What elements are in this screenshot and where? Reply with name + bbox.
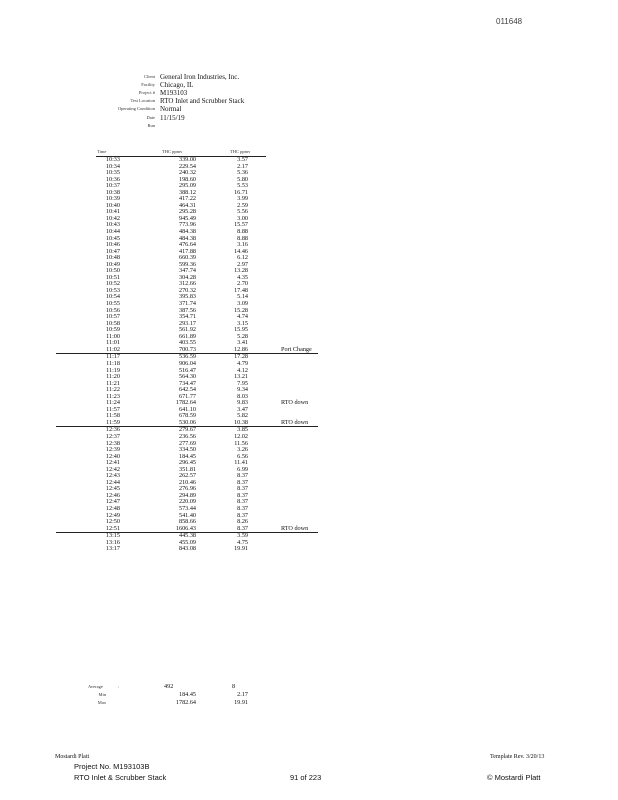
time-cell: 10:38	[105, 188, 120, 196]
time-cell: 11:18	[106, 359, 120, 367]
inlet-cell: 536.59	[178, 353, 196, 361]
outlet-cell: 9.34	[237, 386, 248, 394]
time-cell: 12:51	[105, 524, 120, 532]
time-cell: 10:58	[105, 319, 120, 327]
outlet-cell: 3.99	[237, 195, 248, 203]
inlet-cell: 294.89	[178, 491, 196, 499]
time-cell: 10:57	[105, 313, 120, 321]
time-cell: 11:19	[106, 366, 120, 374]
outlet-cell: 8.37	[237, 511, 248, 519]
time-cell: 10:53	[105, 286, 120, 294]
outlet-cell: 5.28	[237, 332, 248, 340]
time-cell: 10:46	[105, 241, 120, 249]
inlet-cell: 573.44	[178, 504, 196, 512]
time-cell: 12:41	[105, 459, 120, 467]
outlet-cell: 2.97	[237, 260, 248, 268]
inlet-cell: 395.83	[178, 293, 196, 301]
inlet-cell: 388.12	[178, 188, 196, 196]
outlet-cell: 6.56	[237, 452, 248, 460]
time-cell: 12:43	[105, 472, 120, 480]
time-cell: 11:20	[106, 373, 120, 381]
inlet-cell: 198.60	[178, 175, 196, 183]
inlet-cell: 229.54	[178, 162, 196, 170]
time-cell: 12:36	[105, 426, 120, 434]
summary-stats	[0, 683, 618, 707]
stats-inlet-value: 1782.64	[175, 699, 196, 706]
outlet-cell: 4.12	[237, 366, 248, 374]
meta-value: 11/15/19	[160, 113, 185, 122]
outlet-cell: 2.17	[237, 162, 248, 170]
time-cell: 12:40	[105, 452, 120, 460]
time-cell: 10:42	[105, 214, 120, 222]
inlet-cell: 678.59	[178, 412, 196, 420]
meta-label: Facility	[141, 82, 155, 88]
inlet-cell: 1782.64	[175, 399, 196, 407]
time-cell: 10:37	[105, 182, 120, 190]
inlet-cell: 262.57	[178, 472, 196, 480]
inlet-cell: 464.31	[178, 201, 196, 209]
stats-row	[0, 699, 618, 707]
time-cell: 10:33	[105, 156, 120, 163]
inlet-cell: 660.39	[178, 254, 196, 262]
stats-label: Max	[97, 700, 106, 705]
outlet-cell: 4.79	[237, 359, 248, 367]
inlet-cell: 371.74	[178, 300, 196, 308]
inlet-cell: 476.64	[178, 241, 196, 249]
time-cell: 11:00	[106, 332, 120, 340]
outlet-cell: 6.12	[237, 254, 248, 262]
outlet-cell: 12.86	[234, 345, 248, 353]
outlet-cell: 3.57	[237, 156, 248, 163]
inlet-cell: 1606.43	[175, 524, 196, 532]
time-cell: 10:39	[105, 195, 120, 203]
stats-row	[0, 691, 618, 699]
outlet-cell: 11.56	[234, 439, 248, 447]
inlet-cell: 484.38	[178, 234, 196, 242]
inlet-cell: 184.45	[178, 452, 196, 460]
meta-value: Normal	[160, 105, 182, 114]
outlet-cell: 11.41	[234, 459, 248, 467]
time-cell: 10:50	[105, 267, 120, 275]
time-cell: 10:56	[105, 306, 120, 314]
inlet-cell: 417.88	[178, 247, 196, 255]
footer-company-small: Mostardi Platt	[55, 754, 90, 760]
inlet-cell: 661.89	[178, 332, 196, 340]
meta-label: Date	[146, 114, 155, 120]
outlet-cell: 5.36	[237, 169, 248, 177]
time-cell: 12:42	[105, 465, 120, 473]
time-cell: 12:44	[105, 478, 120, 486]
stats-outlet-value: 8	[232, 683, 236, 690]
stats-outlet-value: 19.91	[234, 699, 248, 706]
inlet-cell: 561.92	[178, 326, 196, 334]
meta-label: Test Location	[130, 98, 155, 104]
time-cell: 11:01	[106, 339, 120, 347]
outlet-cell: 13.28	[234, 267, 248, 275]
outlet-cell: 3.41	[237, 339, 248, 347]
time-cell: 11:59	[106, 418, 120, 426]
outlet-cell: 19.91	[234, 545, 248, 553]
meta-label: Client	[144, 74, 155, 79]
outlet-cell: 4.75	[237, 538, 248, 546]
time-cell: 10:55	[105, 300, 120, 308]
inlet-cell: 276.96	[178, 485, 196, 493]
outlet-cell: 16.71	[234, 188, 248, 196]
time-cell: 10:43	[105, 221, 120, 229]
inlet-cell: 339.00	[178, 156, 196, 163]
outlet-cell: 8.03	[237, 392, 248, 400]
time-cell: 10:34	[105, 162, 120, 170]
time-cell: 12:37	[105, 432, 120, 440]
outlet-cell: 15.57	[234, 221, 248, 229]
meta-value: M193103	[160, 89, 188, 98]
footer-copyright: © Mostardi Platt	[487, 773, 541, 782]
time-cell: 12:45	[105, 485, 120, 493]
inlet-cell: 295.09	[178, 182, 196, 190]
outlet-cell: 8.37	[237, 524, 248, 532]
outlet-cell: 4.74	[237, 313, 248, 321]
inlet-cell: 240.32	[178, 169, 196, 177]
page-id: 011648	[496, 17, 523, 26]
meta-label: Run	[147, 122, 155, 128]
outlet-cell: 8.37	[237, 485, 248, 493]
time-cell: 12:48	[105, 504, 120, 512]
meta-value: RTO Inlet and Scrubber Stack	[160, 97, 245, 106]
outlet-cell: 3.15	[237, 319, 248, 327]
inlet-cell: 858.66	[178, 518, 196, 526]
outlet-cell: 12.02	[234, 432, 248, 440]
inlet-cell: 541.40	[178, 511, 196, 519]
meta-value: General Iron Industries, Inc.	[160, 73, 240, 81]
time-cell: 10:52	[105, 280, 120, 288]
outlet-cell: 6.99	[237, 465, 248, 473]
inlet-cell: 236.56	[178, 432, 196, 440]
outlet-cell: 8.88	[237, 234, 248, 242]
inlet-cell: 334.50	[178, 446, 196, 454]
time-cell: 11:57	[106, 405, 120, 413]
outlet-cell: 5.14	[237, 293, 248, 301]
outlet-cell: 17.28	[234, 353, 248, 361]
outlet-cell: 5.80	[237, 175, 248, 183]
inlet-cell: 279.67	[178, 426, 196, 434]
meta-label: Operating Condition	[117, 106, 155, 112]
outlet-cell: 4.35	[237, 273, 248, 281]
time-cell: 11:58	[106, 412, 120, 420]
outlet-cell: 2.70	[237, 280, 248, 288]
inlet-cell: 700.73	[178, 345, 196, 353]
note-cell: RTO down	[281, 418, 309, 426]
meta-label: Project #	[138, 90, 155, 96]
inlet-cell: 417.22	[178, 195, 196, 203]
time-cell: 11:22	[106, 386, 120, 394]
outlet-cell: 15.28	[234, 306, 248, 314]
inlet-cell: 296.45	[178, 459, 196, 467]
inlet-cell: 304.28	[178, 273, 196, 281]
outlet-cell: 2.59	[237, 201, 248, 209]
inlet-cell: 295.28	[178, 208, 196, 216]
outlet-cell: 5.82	[237, 412, 248, 420]
col-inlet-header: THC ppmv	[162, 149, 183, 154]
footer-template-rev: Template Rev. 3/20/13	[490, 754, 545, 760]
outlet-cell: 5.56	[237, 208, 248, 216]
outlet-cell: 3.09	[237, 300, 248, 308]
col-time-header: Time	[97, 149, 107, 154]
time-cell: 11:02	[106, 345, 120, 353]
col-outlet-header: THC ppmv	[230, 149, 251, 154]
outlet-cell: 8.37	[237, 498, 248, 506]
time-cell: 10:48	[105, 254, 120, 262]
stats-label: Min	[98, 692, 106, 697]
outlet-cell: 3.26	[237, 446, 248, 454]
inlet-cell: 455.09	[178, 538, 196, 546]
inlet-cell: 843.08	[178, 545, 196, 553]
time-cell: 10:36	[105, 175, 120, 183]
inlet-cell: 445.38	[178, 532, 196, 540]
time-cell: 10:51	[105, 273, 120, 281]
outlet-cell: 3.16	[237, 241, 248, 249]
note-cell: Port Change	[281, 345, 312, 353]
inlet-cell: 351.81	[178, 465, 196, 473]
time-cell: 10:44	[105, 228, 120, 236]
inlet-cell: 347.74	[178, 267, 196, 275]
time-cell: 13:15	[105, 532, 120, 540]
inlet-cell: 210.46	[178, 478, 196, 486]
time-cell: 12:38	[105, 439, 120, 447]
inlet-cell: 516.47	[178, 366, 196, 374]
inlet-cell: 945.49	[178, 214, 196, 222]
outlet-cell: 10.38	[234, 418, 248, 426]
inlet-cell: 387.56	[178, 306, 196, 314]
outlet-cell: 8.37	[237, 504, 248, 512]
inlet-cell: 354.71	[178, 313, 196, 321]
inlet-cell: 270.32	[178, 286, 196, 294]
time-cell: 10:59	[105, 326, 120, 334]
outlet-cell: 3.59	[237, 532, 248, 540]
footer-page-number: 91 of 223	[290, 773, 322, 782]
outlet-cell: 3.85	[237, 426, 248, 434]
time-cell: 11:17	[106, 353, 120, 361]
meta-value: Chicago, IL	[160, 81, 194, 90]
outlet-cell: 8.37	[237, 472, 248, 480]
inlet-cell: 599.36	[178, 260, 196, 268]
footer-location: RTO Inlet & Scrubber Stack	[74, 773, 167, 782]
time-cell: 10:41	[105, 208, 120, 216]
time-cell: 11:24	[106, 399, 120, 407]
time-cell: 10:35	[105, 169, 120, 177]
outlet-cell: 17.48	[234, 286, 248, 294]
data-table	[0, 157, 618, 553]
time-cell: 12:39	[105, 446, 120, 454]
inlet-cell: 564.30	[178, 373, 196, 381]
time-cell: 11:21	[106, 379, 120, 387]
outlet-cell: 14.46	[234, 247, 248, 255]
stats-outlet-value: 2.17	[237, 691, 248, 698]
time-cell: 12:47	[105, 498, 120, 506]
inlet-cell: 906.04	[178, 359, 196, 367]
stats-label: Average	[88, 684, 103, 689]
outlet-cell: 3.00	[237, 214, 248, 222]
stats-colon: :	[118, 684, 120, 689]
note-cell: RTO down	[281, 524, 309, 532]
inlet-cell: 641.10	[178, 405, 196, 413]
time-cell: 11:23	[106, 392, 120, 400]
inlet-cell: 484.38	[178, 228, 196, 236]
inlet-cell: 530.06	[178, 418, 196, 426]
inlet-cell: 773.96	[178, 221, 196, 229]
inlet-cell: 734.47	[178, 379, 196, 387]
inlet-cell: 671.77	[178, 392, 196, 400]
outlet-cell: 8.37	[237, 478, 248, 486]
outlet-cell: 8.88	[237, 228, 248, 236]
outlet-cell: 13.21	[234, 373, 248, 381]
time-cell: 10:47	[105, 247, 120, 255]
inlet-cell: 220.09	[178, 498, 196, 506]
stats-inlet-value: 492	[164, 683, 174, 690]
outlet-cell: 8.37	[237, 491, 248, 499]
outlet-cell: 8.26	[237, 518, 248, 526]
outlet-cell: 5.53	[237, 182, 248, 190]
outlet-cell: 3.47	[237, 405, 248, 413]
time-cell: 10:49	[105, 260, 120, 268]
inlet-cell: 312.66	[178, 280, 196, 288]
time-cell: 10:54	[105, 293, 120, 301]
time-cell: 12:49	[105, 511, 120, 519]
time-cell: 10:45	[105, 234, 120, 242]
table-row	[0, 546, 618, 553]
outlet-cell: 9.83	[237, 399, 248, 407]
time-cell: 12:50	[105, 518, 120, 526]
stats-row	[0, 683, 618, 691]
inlet-cell: 642.54	[178, 386, 196, 394]
inlet-cell: 293.17	[178, 319, 196, 327]
footer-project: Project No. M193103B	[74, 762, 150, 771]
outlet-cell: 15.95	[234, 326, 248, 334]
note-cell: RTO down	[281, 399, 309, 407]
inlet-cell: 403.55	[178, 339, 196, 347]
time-cell: 10:40	[105, 201, 120, 209]
stats-inlet-value: 184.45	[178, 691, 196, 698]
inlet-cell: 277.69	[178, 439, 196, 447]
time-cell: 12:46	[105, 491, 120, 499]
time-cell: 13:17	[105, 545, 120, 553]
outlet-cell: 7.95	[237, 379, 248, 387]
time-cell: 13:16	[105, 538, 120, 546]
